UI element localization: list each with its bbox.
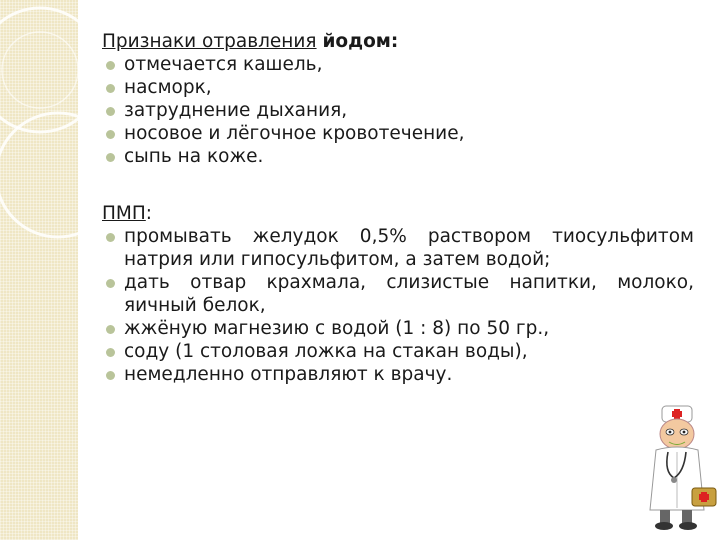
list-item: носовое и лёгочное кровотечение, <box>102 122 702 145</box>
list-item: затруднение дыхания, <box>102 99 702 122</box>
first-aid-heading-text: ПМП <box>102 203 146 224</box>
heading-bold-text: йодом: <box>322 31 399 52</box>
list-item: отмечается кашель, <box>102 53 702 76</box>
list-item: немедленно отправляют к врачу. <box>102 363 702 386</box>
list-item: промывать желудок 0,5% раствором тиосульфитом натрия или гипосульфитом, а затем водой; <box>102 225 702 271</box>
bullet-icon <box>106 325 115 334</box>
bullet-icon <box>106 153 115 162</box>
symptoms-list <box>102 53 702 168</box>
bullet-icon <box>106 279 115 288</box>
bullet-icon <box>106 348 115 357</box>
bullet-icon <box>106 130 115 139</box>
doctor-icon <box>640 400 720 530</box>
list-item: насморк, <box>102 76 702 99</box>
slide-content <box>102 30 702 386</box>
list-item: жжёную магнезию с водой (1 : 8) по 50 гр., <box>102 317 702 340</box>
first-aid-list <box>102 225 702 386</box>
bullet-icon <box>106 84 115 93</box>
list-item: дать отвар крахмала, слизистые напитки, молоко, яичный белок, <box>102 271 702 317</box>
bullet-icon <box>106 233 115 242</box>
bullet-icon <box>106 61 115 70</box>
list-item: сыпь на коже. <box>102 145 702 168</box>
bullet-icon <box>106 107 115 116</box>
list-item: соду (1 столовая ложка на стакан воды), <box>102 340 702 363</box>
heading-text: Признаки отравления <box>102 31 317 52</box>
bullet-icon <box>106 371 115 380</box>
poisoning-signs-heading <box>102 30 702 53</box>
first-aid-heading: ПМП: <box>102 203 153 224</box>
